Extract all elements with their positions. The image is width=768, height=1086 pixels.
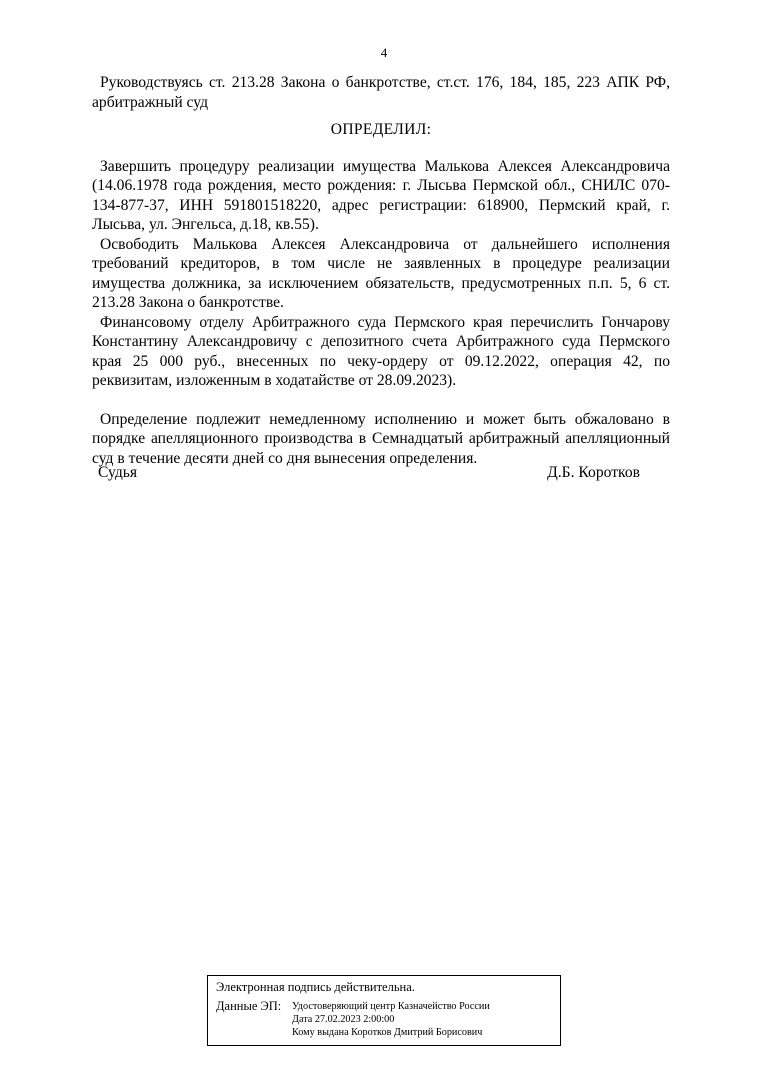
electronic-signature-stamp [207, 975, 561, 1046]
judge-role: Судья [98, 464, 138, 481]
stamp-label: Данные ЭП: [216, 999, 282, 1013]
stamp-lines [292, 999, 490, 1039]
stamp-date: Дата 27.02.2023 2:00:00 [292, 1014, 395, 1025]
paragraph-guided-by: Руководствуясь ст. 213.28 Закона о банкротстве, ст.ст. 176, 184, 185, 223 АПК РФ, арбитражный суд [92, 74, 670, 111]
stamp-issuer: Удостоверяющий центр Казначейство России [292, 1001, 490, 1012]
spacer [92, 391, 670, 410]
stamp-title: Электронная подпись действительна. [216, 980, 415, 994]
paragraph-finance-transfer: Финансовому отделу Арбитражного суда Пермского края перечислить Гончарову Константину Александровичу с депозитного счета Арбитражного суда Пермского края 25 000 руб., внесенных по чеку-ордеру от 09.12.2022, операция 42, по реквизитам, изложенным в ходатайстве от 28.09.2023). [92, 313, 670, 389]
page-number: 4 [380, 45, 388, 60]
paragraph-execution-appeal: Определение подлежит немедленному исполнению и может быть обжаловано в порядке апелляционного производства в Семнадцатый арбитражный апелляционный суд в течение десяти дней со дня вынесения определения. [92, 410, 670, 467]
stamp-issued-to: Кому выдана Коротков Дмитрий Борисович [292, 1027, 483, 1038]
ruling-heading: ОПРЕДЕЛИЛ: [330, 121, 432, 138]
document-body [92, 73, 670, 468]
paragraph-release-debtor: Освободить Малькова Алексея Александровича от дальнейшего исполнения требований кредиторов, в том числе не заявленных в процедуре реализации имущества должника, за исключением обязательств, предусмотренных п.п. 5, 6 ст. 213.28 Закона о банкротстве. [92, 235, 670, 311]
judge-name: Д.Б. Коротков [547, 464, 640, 481]
signature-row [98, 464, 640, 482]
stamp-details [216, 999, 552, 1039]
paragraph-complete-procedure: Завершить процедуру реализации имущества Малькова Алексея Александровича (14.06.1978 года рождения, место рождения: г. Лысьва Пермской обл., СНИЛС 070-134-877-37, ИНН 591801518220, адрес регистрации: 618900, Пермский край, г. Лысьва, ул. Энгельса, д.18, кв.55). [92, 157, 670, 233]
